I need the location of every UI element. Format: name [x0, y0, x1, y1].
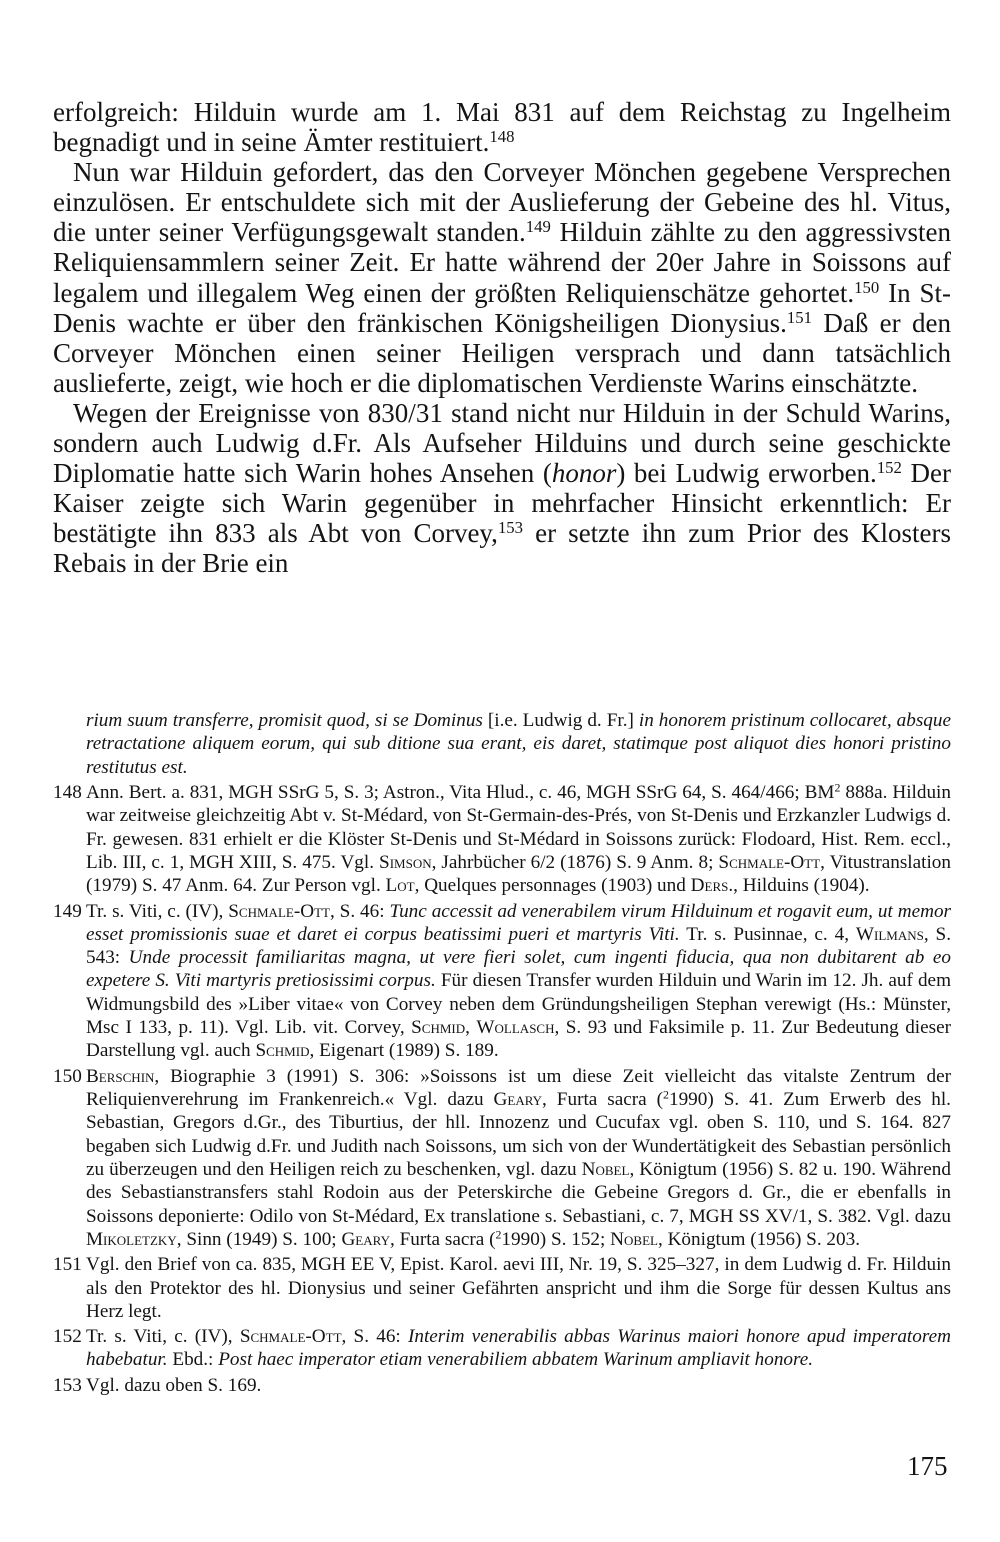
- footnote-ref-149: 149: [525, 217, 551, 237]
- paragraph-1: erfolgreich: Hilduin wurde am 1. Mai 831 auf dem Reichstag zu Ingelheim begnadigt und in seine Ämter restituiert.$^{148}$: [53, 97, 951, 158]
- footnote-text: Vgl. dazu oben S. 169.: [86, 1374, 262, 1396]
- footnote-ref-153: 153: [497, 518, 524, 538]
- paragraph-2: Nun war Hilduin gefordert, das den Corveyer Mönchen gegebene Versprechen einzulösen. Er entschuldete sich mit der Auslieferung der Gebeine des hl. Vitus, die unter seiner Verfügungsgewalt standen.$^{149}$ Hilduin zählte zu den aggressivsten Reliquiensammlern seiner Zeit. Er hatte während der 20er Jahre in Soissons auf legalem und illegalem Weg einen der größten Reliquienschätze gehortet.$^{150}$ In St-Denis wachte er über den fränkischen Königsheiligen Dionysius.$^{151}$ Daß er den Corveyer Mönchen einen seiner Heiligen versprach und dann tatsächlich auslieferte, zeigt, wie hoch er die diplomatischen Verdienste Warins einschätzte.: [53, 157, 952, 398]
- footnote-number: 150: [53, 1065, 82, 1087]
- footnote-152: [53, 1325, 951, 1372]
- footnotes: [53, 709, 951, 1399]
- footnote-text: Tr. s. Viti, c. (IV), Schmale-Ott, S. 46: Interim venerabilis abbas Warinus maiori honore apud imperatorem habebatur. Ebd.: Post haec imperator etiam venerabiliem abbatem Warinum ampliavit honore.: [86, 1326, 951, 1371]
- footnote-number: 149: [53, 900, 82, 922]
- page-number: 175: [907, 1451, 948, 1481]
- footnote-text: Vgl. den Brief von ca. 835, MGH EE V, Epist. Karol. aevi III, Nr. 19, S. 325–327, in dem Ludwig d. Fr. Hilduin als den Protektor des hl. Dionysius und seiner Gefährten anspricht und ihm die Sorge für dessen Kultus ans Herz legt.: [86, 1254, 951, 1322]
- footnote-number: 152: [53, 1326, 82, 1348]
- footnote-text: Ann. Bert. a. 831, MGH SSrG 5, S. 3; Astron., Vita Hlud., c. 46, MGH SSrG 64, S. 464/466; $BM^2$ 888a. Hilduin war zeitweise gleichzeitig Abt v. St-Médard, von St-Germain-des-Prés, von St-Denis und Erzkanzler Ludwigs d. Fr. gewesen. 831 erhielt er die Klöster St-Denis und St-Médard in Soissons zurück: Flodoard, Hist. Rem. eccl., Lib. III, c. 1, MGH XIII, S. 475. Vgl. Simson, Jahrbücher 6/2 (1876) S. 9 Anm. 8; Schmale-Ott, Vitustranslation (1979) S. 47 Anm. 64. Zur Person vgl. Lot, Quelques personnages (1903) und Ders., Hilduins (1904).: [86, 780, 951, 897]
- footnote-153: [53, 1374, 951, 1397]
- footnote-149: [53, 900, 951, 1063]
- footnote-text: Tr. s. Viti, c. (IV), Schmale-Ott, S. 46: Tunc accessit ad venerabilem virum Hilduinum et rogavit eum, ut memor esset promissionis suae et daret ei corpus beatissimi pueri et martyris Viti. Tr. s. Pusinnae, c. 4, Wilmans, S. 543: Unde processit familiaritas magna, ut vere fieri solet, cum ingenti fiducia, qua non dubitarent ab eo expetere S. Viti martyris pretiosissimi corpus. Für diesen Transfer wurden Hilduin und Warin im 12. Jh. auf dem Widmungsbild des »Liber vitae« von Corvey neben dem Gründungsheiligen Stephan verewigt (Hs.: Münster, Msc I 133, p. 11). Vgl. Lib. vit. Corvey, Schmid, Wollasch, S. 93 und Faksimile p. 11. Zur Bedeutung dieser Darstellung vgl. auch Schmid, Eigenart (1989) S. 189.: [86, 900, 952, 1062]
- footnote-ref-150: 150: [854, 277, 880, 297]
- footnote-ref-152: 152: [876, 457, 902, 477]
- footnote-150: [53, 1065, 951, 1251]
- main-text: [53, 97, 951, 579]
- paragraph-3: Wegen der Ereignisse von 830/31 stand nicht nur Hilduin in der Schuld Warins, sondern auch Ludwig d.Fr. Als Aufseher Hilduins und durch seine geschickte Diplomatie hatte sich Warin hohes Ansehen (honor) bei Ludwig erworben.$^{152}$ Der Kaiser zeigte sich Warin gegenüber in mehrfacher Hinsicht erkenntlich: Er bestätigte ihn 833 als Abt von Corvey,$^{153}$ er setzte ihn zum Prior des Klosters Rebais in der Brie ein: [53, 397, 952, 579]
- footnote-number: 153: [53, 1374, 82, 1396]
- footnote-number: 151: [53, 1254, 82, 1276]
- footnote-ref-151: 151: [786, 307, 813, 327]
- footnote-continuation: rium suum transferre, promisit quod, si se Dominus [i.e. Ludwig d. Fr.] in honorem pristinum collocaret, absque retractatione aliquem eorum, qui sub ditione sua erant, eis daret, statimque post aliquot dies honori pristino restitutus est.: [86, 710, 951, 778]
- footnote-number: 148: [53, 781, 82, 803]
- footnote-ref-148: 148: [489, 126, 515, 146]
- footnote-148: [53, 781, 951, 897]
- footnote-text: Berschin, Biographie 3 (1991) S. 306: »Soissons ist um diese Zeit vielleicht das vitalste Zentrum der Reliquienverehrung im Frankenreich.« Vgl. dazu Geary, Furta sacra ($^2$1990) S. 41. Zum Erwerb des hl. Sebastian, Gregors d.Gr., des Tiburtius, der hll. Innozenz und Cucufax vgl. oben S. 110, und S. 164. 827 begaben sich Ludwig d.Fr. und Judith nach Soissons, um sich von der Wundertätigkeit des Sebastian persönlich zu überzeugen und den Heiligen reich zu beschenken, vgl. dazu Nobel, Königtum (1956) S. 82 u. 190. Während des Sebastianstransfers stahl Rodoin aus der Peterskirche die Gebeine Gregors d. Gr., die er ebenfalls in Soissons deponierte: Odilo von St-Médard, Ex translatione s. Sebastiani, c. 7, MGH SS XV/1, S. 382. Vgl. dazu Mikoletzky, Sinn (1949) S. 100; Geary, Furta sacra ($^2$1990) S. 152; Nobel, Königtum (1956) S. 203.: [86, 1065, 951, 1250]
- footnote-151: [53, 1253, 951, 1323]
